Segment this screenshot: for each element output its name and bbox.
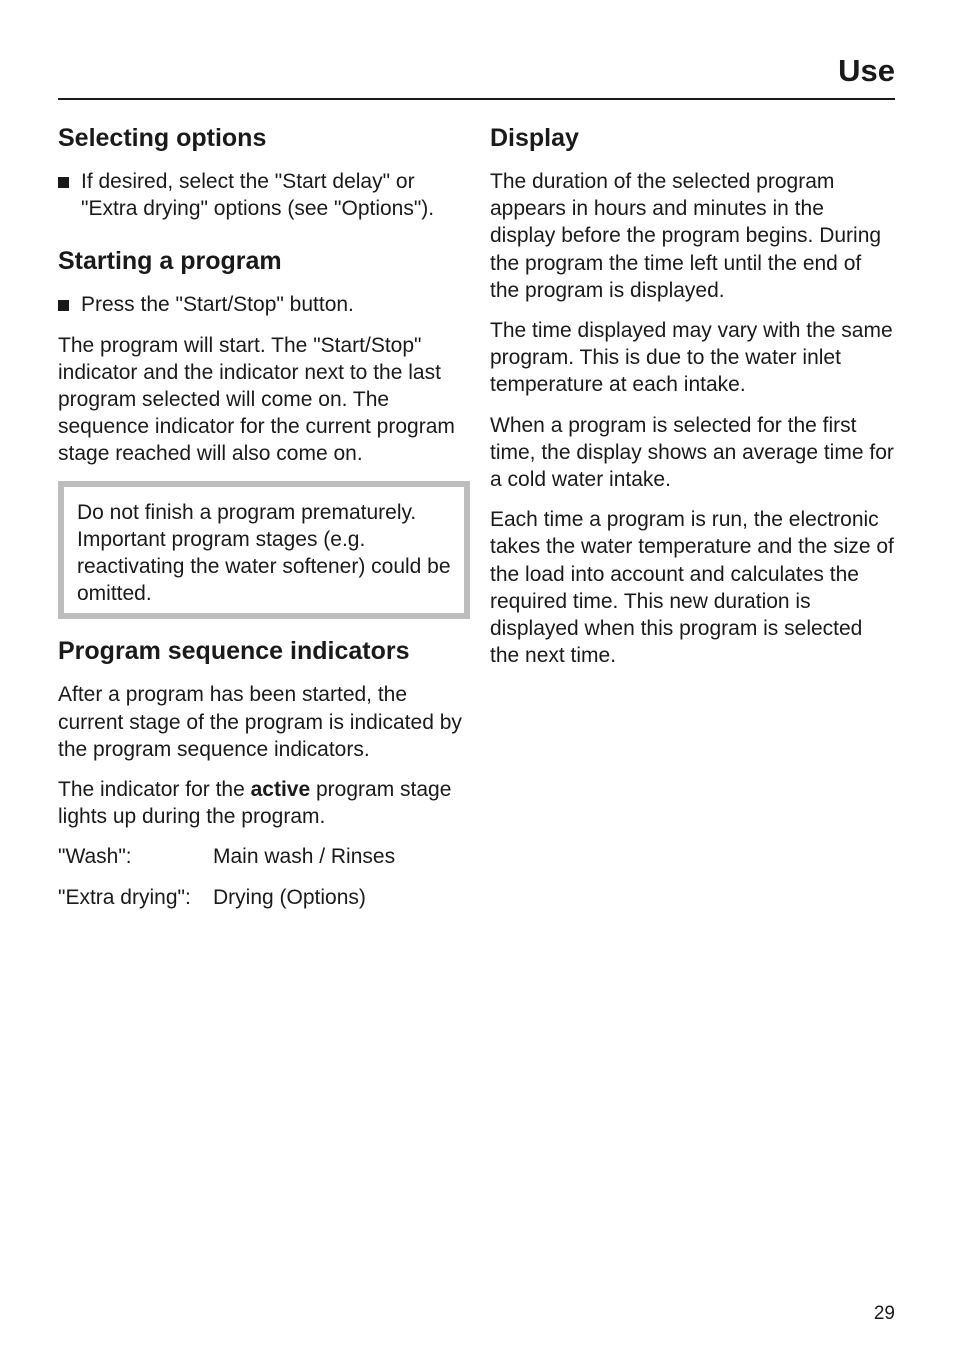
indicator-row	[58, 884, 466, 911]
indicator-value: Drying (Options)	[213, 885, 366, 909]
text-run: program stage lights up during the program.	[58, 778, 452, 829]
left-column	[58, 122, 466, 924]
heading-starting-program: Starting a program	[58, 247, 282, 276]
bullet-text: If desired, select the "Start delay" or "Extra drying" options (see "Options").	[81, 170, 435, 221]
section-display	[490, 122, 895, 669]
section-program-sequence	[58, 635, 466, 910]
page-number: 29	[873, 1303, 895, 1324]
heading-selecting-options: Selecting options	[58, 124, 267, 152]
heading-program-sequence: Program sequence indicators	[58, 637, 410, 666]
section-selecting-options	[58, 122, 466, 222]
paragraph: Each time a program is run, the electronic takes the water temperature and the size of the load into account and calculates the required time. This new duration is displayed when this program is selected the next time.	[490, 508, 894, 668]
bullet-item	[58, 168, 466, 222]
bullet-square-icon	[58, 300, 69, 311]
indicator-value: Main wash / Rinses	[213, 845, 396, 869]
indicator-row	[58, 843, 466, 870]
right-column	[490, 122, 895, 682]
indicator-key: "Wash":	[58, 845, 132, 869]
text-run-bold: active	[250, 778, 311, 802]
paragraph	[58, 776, 466, 830]
paragraph: The program will start. The "Start/Stop" indicator and the indicator next to the last program selected will come on. The sequence indicator for the current program stage reached will also come on.	[58, 333, 455, 466]
paragraph: The time displayed may vary with the same program. This is due to the water inlet temperature at each intake.	[490, 319, 893, 397]
text-run: The indicator for the	[58, 778, 251, 802]
bullet-text: Press the "Start/Stop" button.	[81, 293, 354, 317]
heading-display: Display	[490, 124, 579, 152]
paragraph: After a program has been started, the current stage of the program is indicated by the program sequence indicators.	[58, 683, 462, 761]
section-starting-program	[58, 245, 466, 619]
note-box	[58, 481, 470, 620]
bullet-item	[58, 291, 466, 318]
note-text: Do not finish a program prematurely. Important program stages (e.g. reactivating the water softener) could be omitted.	[77, 500, 451, 606]
page-title: Use	[838, 53, 895, 88]
bullet-square-icon	[58, 177, 69, 188]
paragraph: The duration of the selected program appears in hours and minutes in the display before the program begins. During the program the time left until the end of the program is displayed.	[490, 170, 882, 302]
paragraph: When a program is selected for the first time, the display shows an average time for a cold water intake.	[490, 413, 894, 492]
page-header	[58, 52, 895, 100]
indicator-key: "Extra drying":	[58, 885, 191, 909]
